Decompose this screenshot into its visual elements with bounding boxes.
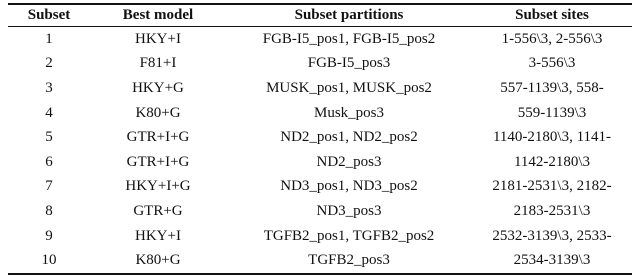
table-row xyxy=(8,101,632,126)
cell-subset: 1 xyxy=(45,30,53,47)
header-subset-partitions: Subset partitions xyxy=(294,7,404,23)
cell-subset-sites: 2183-2531\3 xyxy=(513,202,591,219)
cell-subset: 7 xyxy=(45,178,53,195)
cell-best-model: HKY+G xyxy=(132,79,184,96)
cell-subset-sites: 2181-2531\3, 2182- xyxy=(492,178,612,195)
cell-subset-partitions: Musk_pos3 xyxy=(313,104,384,121)
cell-subset: 5 xyxy=(45,129,53,146)
cell-best-model: K80+G xyxy=(135,252,181,269)
cell-subset-partitions: ND3_pos1, ND3_pos2 xyxy=(280,178,418,195)
table-row xyxy=(8,150,632,175)
cell-subset: 10 xyxy=(41,252,57,269)
subset-table-container xyxy=(8,3,632,275)
table-row xyxy=(8,199,632,224)
table-row xyxy=(8,76,632,101)
cell-best-model: GTR+I+G xyxy=(126,153,190,170)
cell-subset: 4 xyxy=(45,104,53,121)
subset-table xyxy=(8,3,632,275)
cell-subset: 3 xyxy=(45,79,53,96)
cell-best-model: K80+G xyxy=(135,104,181,121)
cell-subset-partitions: MUSK_pos1, MUSK_pos2 xyxy=(266,79,432,96)
cell-best-model: GTR+I+G xyxy=(126,129,190,146)
cell-best-model: HKY+I xyxy=(135,30,181,47)
cell-subset-partitions: ND2_pos3 xyxy=(316,153,382,170)
cell-subset-sites: 559-1139\3 xyxy=(517,104,587,121)
cell-subset-partitions: TGFB2_pos1, TGFB2_pos2 xyxy=(263,227,435,244)
table-row xyxy=(8,52,632,77)
cell-best-model: F81+I xyxy=(139,55,177,72)
cell-subset-partitions: TGFB2_pos3 xyxy=(308,252,390,269)
header-subset: Subset xyxy=(27,7,71,23)
cell-subset-sites: 2532-3139\3, 2533- xyxy=(492,227,612,244)
cell-best-model: GTR+G xyxy=(133,202,183,219)
table-row xyxy=(8,27,632,52)
cell-subset-sites: 1142-2180\3 xyxy=(513,153,591,170)
cell-best-model: HKY+I+G xyxy=(125,178,191,195)
table-row xyxy=(8,125,632,150)
cell-subset-sites: 1-556\3, 2-556\3 xyxy=(501,30,603,47)
cell-subset-partitions: ND3_pos3 xyxy=(316,202,382,219)
header-subset-sites: Subset sites xyxy=(515,7,589,23)
cell-subset-partitions: FGB-I5_pos1, FGB-I5_pos2 xyxy=(262,30,436,47)
cell-subset: 8 xyxy=(45,202,53,219)
header-best-model: Best model xyxy=(122,7,194,23)
cell-best-model: HKY+I xyxy=(135,227,181,244)
table-row xyxy=(8,248,632,274)
table-row xyxy=(8,175,632,200)
cell-subset-sites: 2534-3139\3 xyxy=(513,252,591,269)
cell-subset: 6 xyxy=(45,153,53,170)
cell-subset-sites: 557-1139\3, 558- xyxy=(500,79,604,96)
cell-subset-sites: 3-556\3 xyxy=(528,55,576,72)
cell-subset-sites: 1140-2180\3, 1141- xyxy=(492,129,612,146)
cell-subset: 2 xyxy=(45,55,53,72)
table-header-row xyxy=(8,4,632,27)
table-row xyxy=(8,224,632,249)
cell-subset-partitions: ND2_pos1, ND2_pos2 xyxy=(280,129,418,146)
cell-subset: 9 xyxy=(45,227,53,244)
cell-subset-partitions: FGB-I5_pos3 xyxy=(307,55,391,72)
